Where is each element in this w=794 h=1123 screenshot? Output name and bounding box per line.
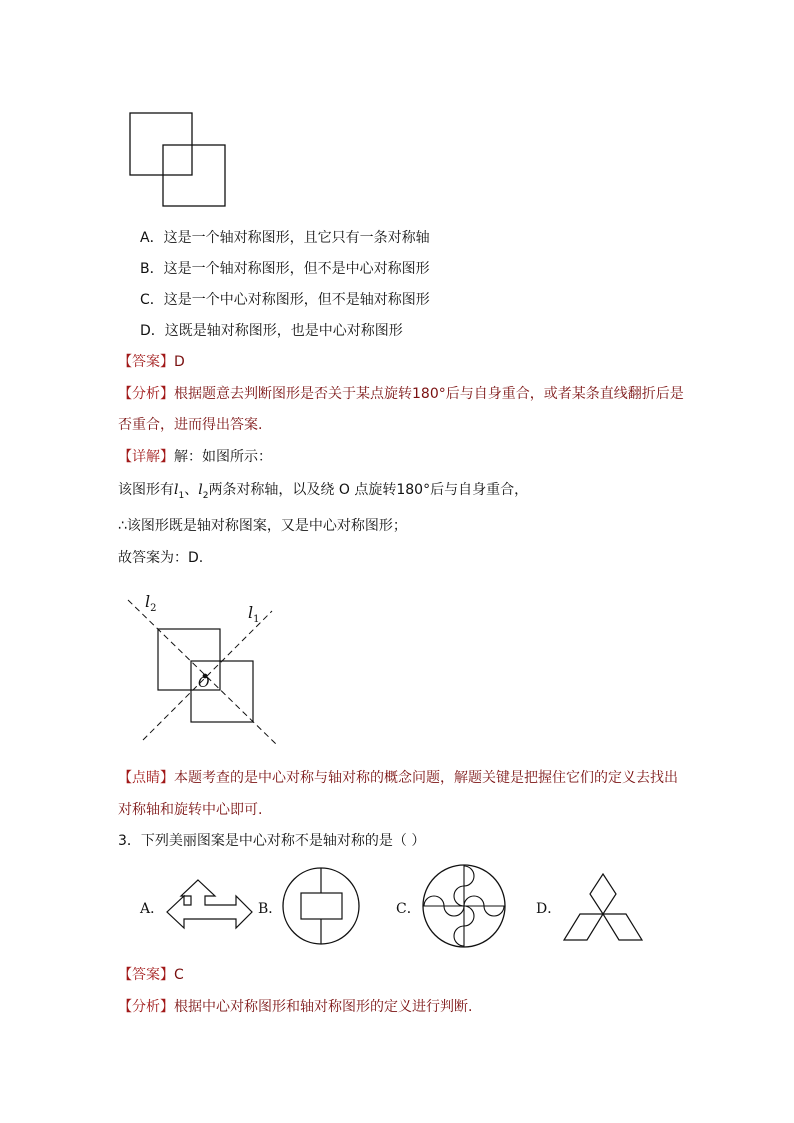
fig-label-l2-sub: 2 [150, 603, 157, 615]
detail-text: 解：如图所示： [174, 449, 272, 465]
pattern-d-rhombi [564, 874, 642, 940]
axis-l2-sub: 2 [202, 490, 209, 501]
q3-option-c-label: C． [396, 901, 421, 917]
comment-tag: 【点睛】 [118, 770, 174, 786]
fig-label-l1-text: l [248, 603, 254, 622]
answer-tag: 【答案】 [118, 354, 174, 370]
fig-label-l2-text: l [145, 592, 151, 611]
detail-line-3: ∴该图形既是轴对称图案，又是中心对称图形； [118, 518, 407, 534]
fig-label-l1-sub: 1 [253, 614, 260, 626]
analysis-tag: 【分析】 [118, 386, 174, 402]
detail-line2-sep: 、 [184, 482, 199, 498]
fig-label-o: O [198, 675, 210, 691]
q3-analysis-text: 根据中心对称图形和轴对称图形的定义进行判断. [174, 999, 473, 1015]
detail-tag: 【详解】 [118, 449, 174, 465]
detail-line2-a: 该图形有 [118, 482, 174, 498]
q3-option-d-label: D． [536, 901, 562, 917]
option-b: B．这是一个轴对称图形，但不是中心对称图形 [140, 261, 430, 277]
q3-answer-value: C [174, 967, 184, 983]
pattern-c-pinwheel [423, 865, 505, 947]
option-a: A．这是一个轴对称图形，且它只有一条对称轴 [140, 230, 430, 246]
analysis-text-1: 根据题意去判断图形是否关于某点旋转180°后与自身重合，或者某条直线翻折后是 [174, 386, 684, 402]
option-c: C．这是一个中心对称图形，但不是轴对称图形 [140, 292, 430, 308]
axis-l1-text: l [174, 482, 179, 498]
option-d: D．这既是轴对称图形，也是中心对称图形 [140, 323, 403, 339]
answer-value: D [174, 354, 185, 370]
q3-option-b-label: B． [258, 901, 283, 917]
detail-line2-b: 两条对称轴，以及绕 O 点旋转180°后与自身重合， [208, 482, 529, 498]
axis-l2-text: l [198, 482, 203, 498]
detail-line-4: 故答案为：D. [118, 550, 204, 566]
pattern-b-circle-rect [283, 868, 359, 944]
comment-text-1: 本题考查的是中心对称与轴对称的概念问题，解题关键是把握住它们的定义去找出 [174, 770, 678, 786]
comment-line-2: 对称轴和旋转中心即可. [118, 802, 263, 818]
q3-option-a-label: A． [140, 901, 165, 917]
q3-analysis-tag: 【分析】 [118, 999, 174, 1015]
q3-answer-line [118, 965, 184, 985]
question-3-stem: 3．下列美丽图案是中心对称不是轴对称的是（ ） [118, 833, 426, 849]
pattern-a-arrows [167, 880, 252, 928]
q3-analysis-line [118, 997, 472, 1017]
axis-l1-sub: 1 [178, 490, 185, 501]
q3-answer-tag: 【答案】 [118, 967, 174, 983]
analysis-line-2: 否重合，进而得出答案. [118, 417, 263, 433]
